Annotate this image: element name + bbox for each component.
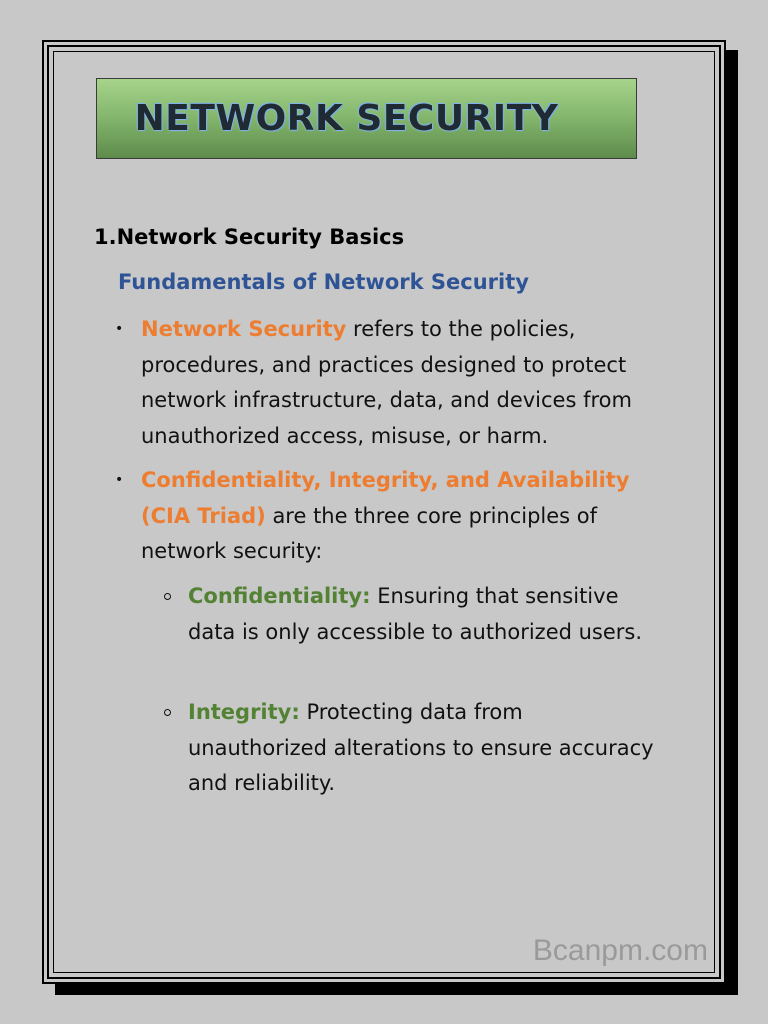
document-page: [42, 40, 726, 984]
section-heading: 1.Network Security Basics: [94, 225, 405, 249]
sub-bullet-marker: [164, 593, 171, 600]
sub-bullet-item: [188, 579, 658, 650]
sub-bullet-marker: [164, 709, 171, 716]
watermark: Bcanpm.com: [532, 934, 708, 967]
bullet-text: refers to the policies, procedures, and practices designed to protect network infrastructure, data, and devices from unauthorized access, misuse, or harm.: [141, 317, 632, 448]
sub-bullet-highlight: Confidentiality:: [188, 584, 371, 608]
subheading: Fundamentals of Network Security: [118, 270, 529, 294]
bullet-marker: •: [115, 472, 124, 488]
sub-bullet-text: Protecting data from unauthorized alterations to ensure accuracy and reliability.: [188, 700, 654, 795]
bullet-item: [115, 463, 681, 570]
bullet-highlight: Network Security: [141, 317, 347, 341]
bullet-marker: •: [115, 321, 124, 337]
sub-bullet-highlight: Integrity:: [188, 700, 300, 724]
bullet-text: are the three core principles of network security:: [141, 503, 598, 563]
bullet-item: [115, 312, 681, 454]
bullet-highlight: Confidentiality, Integrity, and Availability (CIA Triad): [141, 468, 630, 528]
sub-bullet-item: [188, 695, 658, 802]
sub-bullet-text: Ensuring that sensitive data is only accessible to authorized users.: [188, 584, 643, 644]
title-banner: [96, 78, 637, 159]
page-title: NETWORK SECURITY: [134, 98, 559, 139]
